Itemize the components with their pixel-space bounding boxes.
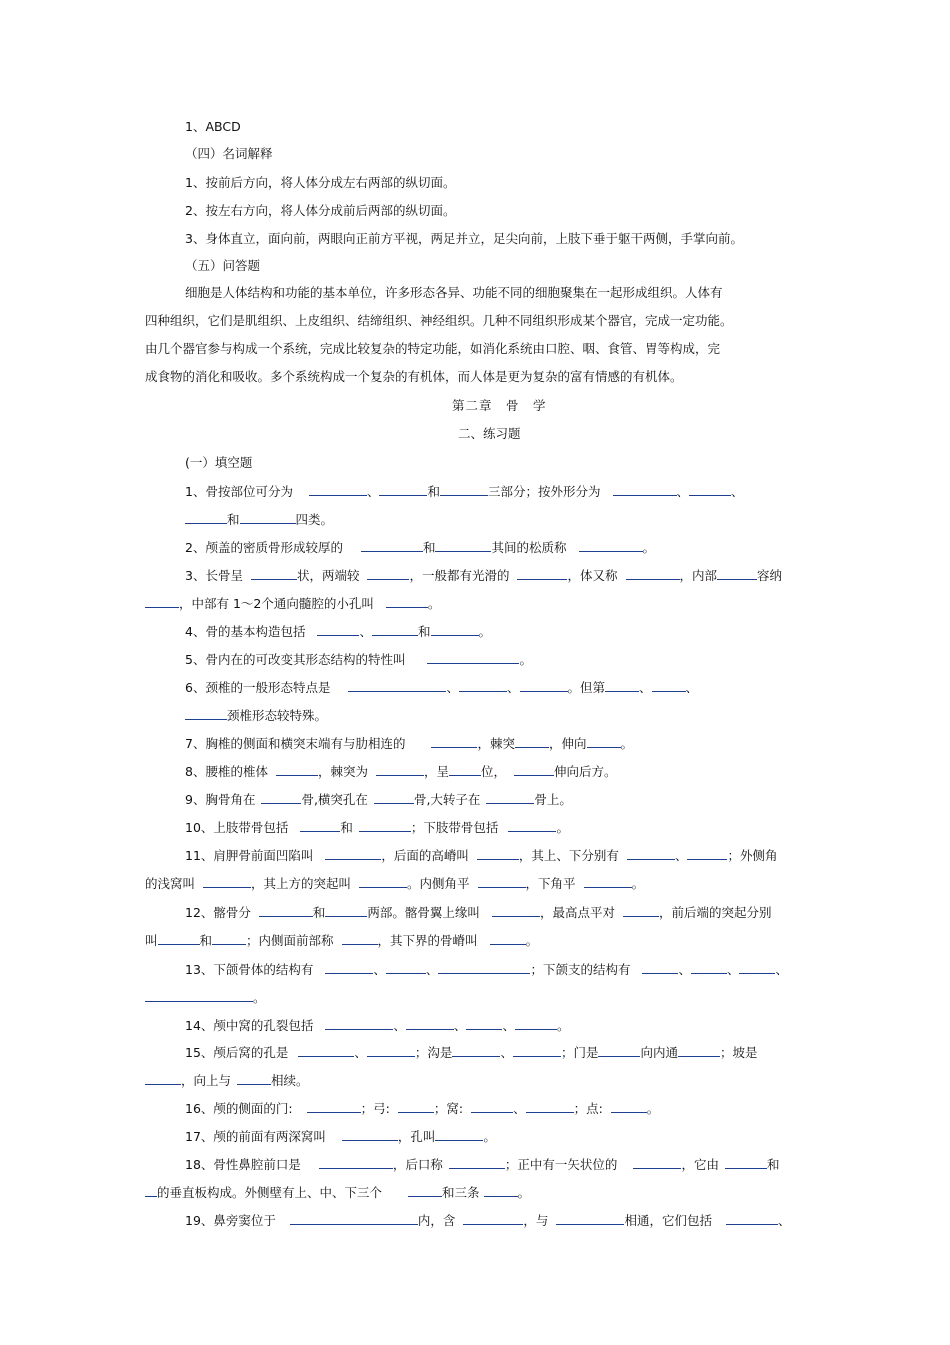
answer-blank[interactable] <box>359 874 407 888</box>
paragraph-line: 成食物的消化和吸收。多个系统构成一个复杂的有机体，而人体是更为复杂的富有情感的有机体。 <box>145 369 683 384</box>
answer-blank[interactable] <box>513 1043 561 1057</box>
answer-line: 1、ABCD <box>185 119 241 134</box>
answer-blank[interactable] <box>466 1016 502 1030</box>
question-1-cont: 和 四类。 <box>185 510 333 529</box>
answer-blank[interactable] <box>652 678 686 692</box>
section-heading: （五）问答题 <box>185 258 261 273</box>
answer-blank[interactable] <box>627 846 675 860</box>
answer-blank[interactable] <box>261 790 301 804</box>
answer-blank[interactable] <box>309 482 367 496</box>
answer-blank[interactable] <box>342 931 378 945</box>
question-6: 6、颈椎的一般形态特点是 、 、 。但第 、 、 <box>185 680 699 695</box>
question-19: 19、鼻旁窦位于 内，含 ，与 相通，它们包括 、 <box>185 1213 791 1228</box>
answer-blank[interactable] <box>290 1211 418 1225</box>
answer-blank[interactable] <box>203 874 251 888</box>
question-8: 8、腰椎的椎体 ，棘突为 ，呈 位， 伸向后方。 <box>185 764 617 779</box>
answer-blank[interactable] <box>367 1043 415 1057</box>
answer-blank[interactable] <box>584 874 632 888</box>
answer-blank[interactable] <box>514 762 554 776</box>
answer-blank[interactable] <box>145 1071 181 1085</box>
answer-blank[interactable] <box>435 538 491 552</box>
question-18-cont: 的垂直板构成。外侧壁有上、中、下三个 和三条 。 <box>145 1183 530 1202</box>
exercise-title: 二、练习题 <box>458 426 521 441</box>
answer-blank[interactable] <box>237 1071 271 1085</box>
answer-blank[interactable] <box>717 566 757 580</box>
answer-blank[interactable] <box>398 1099 434 1113</box>
definition-1: 1、按前后方向，将人体分成左右两部的纵切面。 <box>185 175 456 190</box>
answer-blank[interactable] <box>431 734 477 748</box>
answer-blank[interactable] <box>259 903 313 917</box>
answer-blank[interactable] <box>626 566 680 580</box>
question-6-cont: 颈椎形态较特殊。 <box>185 706 327 725</box>
answer-blank[interactable] <box>386 594 428 608</box>
answer-blank[interactable] <box>678 1043 720 1057</box>
question-14: 14、颅中窝的孔裂包括 、 、 、 。 <box>185 1018 570 1033</box>
answer-blank[interactable] <box>486 790 534 804</box>
answer-blank[interactable] <box>440 482 488 496</box>
question-17: 17、颅的前面有两深窝叫 ，孔叫 。 <box>185 1129 496 1144</box>
answer-blank[interactable] <box>307 1099 361 1113</box>
answer-blank[interactable] <box>374 790 414 804</box>
answer-blank[interactable] <box>325 903 367 917</box>
answer-blank[interactable] <box>515 734 549 748</box>
answer-blank[interactable] <box>325 1016 393 1030</box>
answer-blank[interactable] <box>477 846 519 860</box>
answer-blank[interactable] <box>406 1016 454 1030</box>
paragraph-line: 细胞是人体结构和功能的基本单位，许多形态各异、功能不同的细胞聚集在一起形成组织。人体有 <box>185 285 723 300</box>
answer-blank[interactable] <box>689 482 731 496</box>
answer-blank[interactable] <box>691 960 727 974</box>
answer-blank[interactable] <box>359 818 411 832</box>
chapter-title: 第二章 骨 学 <box>452 398 547 413</box>
answer-blank[interactable] <box>427 650 519 664</box>
answer-blank[interactable] <box>319 1155 393 1169</box>
answer-blank[interactable] <box>325 960 373 974</box>
answer-blank[interactable] <box>317 622 359 636</box>
answer-blank[interactable] <box>361 538 423 552</box>
answer-blank[interactable] <box>342 1127 398 1141</box>
answer-blank[interactable] <box>508 818 556 832</box>
answer-blank[interactable] <box>212 931 246 945</box>
question-7: 7、胸椎的侧面和横突末端有与肋相连的 ，棘突 ，伸向 。 <box>185 736 634 751</box>
question-12-cont: 叫 和 ；内侧面前部称 ，其下界的骨嵴叫 。 <box>145 933 539 948</box>
question-16: 16、颅的侧面的门: ；弓: ；窝: 、 ；点: 。 <box>185 1101 660 1116</box>
answer-blank[interactable] <box>726 1211 778 1225</box>
answer-blank[interactable] <box>687 846 727 860</box>
answer-blank[interactable] <box>490 931 526 945</box>
section-heading: (一）填空题 <box>185 455 253 470</box>
question-9: 9、胸骨角在 骨,横突孔在 骨,大转子在 骨上。 <box>185 792 572 807</box>
question-11: 11、肩胛骨前面凹陷叫 ，后面的高嵴叫 ，其上、下分别有 、 ；外侧角 <box>185 848 778 863</box>
answer-blank[interactable] <box>520 678 568 692</box>
answer-blank[interactable] <box>587 734 621 748</box>
answer-blank[interactable] <box>526 1099 574 1113</box>
answer-blank[interactable] <box>372 622 418 636</box>
answer-blank[interactable] <box>459 678 507 692</box>
question-5: 5、骨内在的可改变其形态结构的特性叫 。 <box>185 652 532 667</box>
answer-blank[interactable] <box>435 1127 483 1141</box>
answer-blank[interactable] <box>386 960 426 974</box>
answer-blank[interactable] <box>449 1155 505 1169</box>
answer-blank[interactable] <box>623 903 659 917</box>
question-15-cont: ，向上与 相续。 <box>145 1071 309 1090</box>
answer-blank[interactable] <box>240 510 296 524</box>
answer-blank[interactable] <box>298 1043 354 1057</box>
question-2: 2、颅盖的密质骨形成较厚的 和 其间的松质称 。 <box>185 540 656 555</box>
answer-blank[interactable] <box>739 960 775 974</box>
definition-2: 2、按左右方向，将人体分成前后两部的纵切面。 <box>185 203 456 218</box>
answer-blank[interactable] <box>613 482 677 496</box>
answer-blank[interactable] <box>185 706 227 720</box>
answer-blank[interactable] <box>300 818 340 832</box>
question-13-cont: 。 <box>145 988 266 1007</box>
answer-blank[interactable] <box>145 988 253 1002</box>
question-18: 18、骨性鼻腔前口是 ，后口称 ；正中有一矢状位的 ，它由 和 <box>185 1157 780 1172</box>
paragraph-line: 四种组织，它们是肌组织、上皮组织、结缔组织、神经组织。几种不同组织形成某个器官，完成一定功能。 <box>145 313 733 328</box>
answer-blank[interactable] <box>431 622 479 636</box>
answer-blank[interactable] <box>517 566 567 580</box>
question-12: 12、髂骨分 和 两部。髂骨翼上缘叫 ，最高点平对 ，前后端的突起分别 <box>185 905 772 920</box>
answer-blank[interactable] <box>185 510 227 524</box>
answer-blank[interactable] <box>478 874 526 888</box>
answer-blank[interactable] <box>611 1099 647 1113</box>
answer-blank[interactable] <box>145 594 179 608</box>
answer-blank[interactable] <box>452 1043 500 1057</box>
answer-blank[interactable] <box>408 1183 442 1197</box>
answer-blank[interactable] <box>325 846 381 860</box>
answer-blank[interactable] <box>633 1155 681 1169</box>
answer-blank[interactable] <box>449 762 481 776</box>
paragraph-line: 由几个器官参与构成一个系统，完成比较复杂的特定功能，如消化系统由口腔、咽、食管、胃等构成，完 <box>145 341 721 356</box>
answer-blank[interactable] <box>379 482 427 496</box>
answer-blank[interactable] <box>725 1155 767 1169</box>
answer-blank[interactable] <box>438 960 530 974</box>
answer-blank[interactable] <box>145 1183 157 1197</box>
definition-3: 3、身体直立，面向前，两眼向正前方平视，两足并立，足尖向前，上肢下垂于躯干两侧，手掌向前。 <box>185 231 743 246</box>
answer-blank[interactable] <box>492 903 540 917</box>
answer-blank[interactable] <box>605 678 639 692</box>
answer-blank[interactable] <box>598 1043 640 1057</box>
answer-blank[interactable] <box>158 931 200 945</box>
question-3: 3、长骨呈 状，两端较 ，一般都有光滑的 ，体又称 ，内部 容纳 <box>185 568 783 583</box>
question-3-cont: ，中部有 1～2个通向髓腔的小孔叫 。 <box>145 594 440 613</box>
answer-blank[interactable] <box>484 1183 518 1197</box>
question-15: 15、颅后窝的孔是 、 ；沟是 、 ；门是 向内通 ；坡是 <box>185 1045 758 1060</box>
question-4: 4、骨的基本构造包括 、 和 。 <box>185 624 492 639</box>
answer-blank[interactable] <box>348 678 446 692</box>
question-10: 10、上肢带骨包括 和 ；下肢带骨包括 。 <box>185 820 569 835</box>
answer-blank[interactable] <box>463 1211 523 1225</box>
answer-blank[interactable] <box>251 566 297 580</box>
answer-blank[interactable] <box>556 1211 624 1225</box>
question-13: 13、下颌骨体的结构有 、 、 ；下颌支的结构有 、 、 、 <box>185 962 788 977</box>
answer-blank[interactable] <box>276 762 318 776</box>
answer-blank[interactable] <box>579 538 643 552</box>
question-11-cont: 的浅窝叫 ，其上方的突起叫 。内侧角平 ，下角平 。 <box>145 876 645 891</box>
answer-blank[interactable] <box>642 960 678 974</box>
answer-blank[interactable] <box>515 1016 557 1030</box>
section-heading: （四）名词解释 <box>185 146 273 161</box>
answer-blank[interactable] <box>376 762 424 776</box>
question-1: 1、骨按部位可分为 、 和 三部分；按外形分为 、 、 <box>185 484 744 499</box>
answer-blank[interactable] <box>471 1099 513 1113</box>
answer-blank[interactable] <box>367 566 409 580</box>
